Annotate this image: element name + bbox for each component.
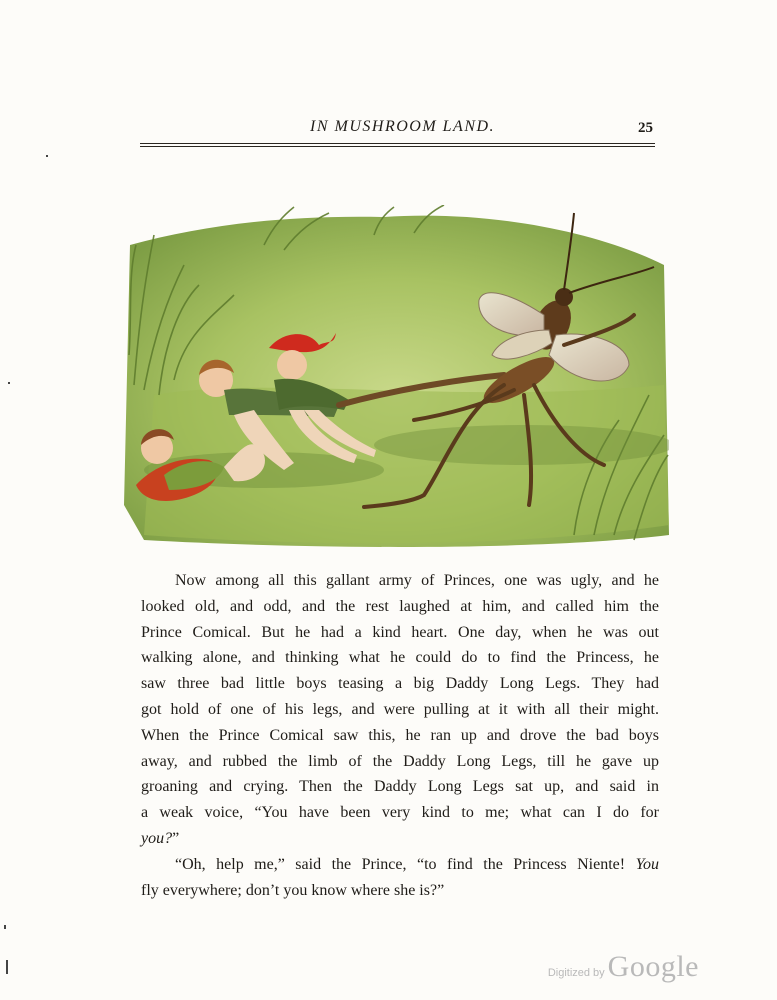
italic-word: you? [141,829,173,847]
page-number: 25 [638,120,653,136]
speck [46,155,48,157]
speck [6,960,8,974]
digitized-prefix: Digitized by [547,967,605,979]
italic-word: You [635,855,660,873]
text-line: away, and rubbed the limb of the Daddy Long Legs, till he gave up [141,752,659,770]
text-segment: “Oh, help me,” said the Prince, “to find the Princess Niente! [175,855,626,873]
text-line: groaning and crying. Then the Daddy Long Legs sat up, and said in [141,778,659,796]
speck [4,925,6,929]
text-line: When the Prince Comical saw this, he ran up and drove the bad boys [141,726,659,744]
running-title: IN MUSHROOM LAND. [310,118,496,135]
google-logo: Google [607,950,699,983]
speck [8,382,10,384]
daddy-long-legs-illustration [124,205,669,550]
text-line: fly everywhere; don’t you know where she is?” [141,881,445,899]
closing-quote: ” [172,829,180,847]
text-line [141,826,659,852]
text-line: a weak voice, “You have been very kind to me; what can I do for [141,804,659,822]
text-line: saw three bad little boys teasing a big Daddy Long Legs. They had [141,675,659,693]
header-rule [140,143,655,147]
paragraph-2 [141,852,659,904]
digitized-watermark [548,950,699,984]
text-line: Now among all this gallant army of Princes, one was ugly, and he [175,572,659,589]
paragraph-1 [141,568,659,852]
text-line [141,852,659,878]
text-line: looked old, and odd, and the rest laughed at him, and called him the [141,597,659,615]
body-text [141,568,659,903]
text-line: got hold of one of his legs, and were pulling at it with all their might. [141,700,659,718]
running-head [140,112,655,148]
text-line: walking alone, and thinking what he could do to find the Princess, he [141,649,659,667]
text-line: Prince Comical. But he had a kind heart. One day, when he was out [141,623,659,641]
